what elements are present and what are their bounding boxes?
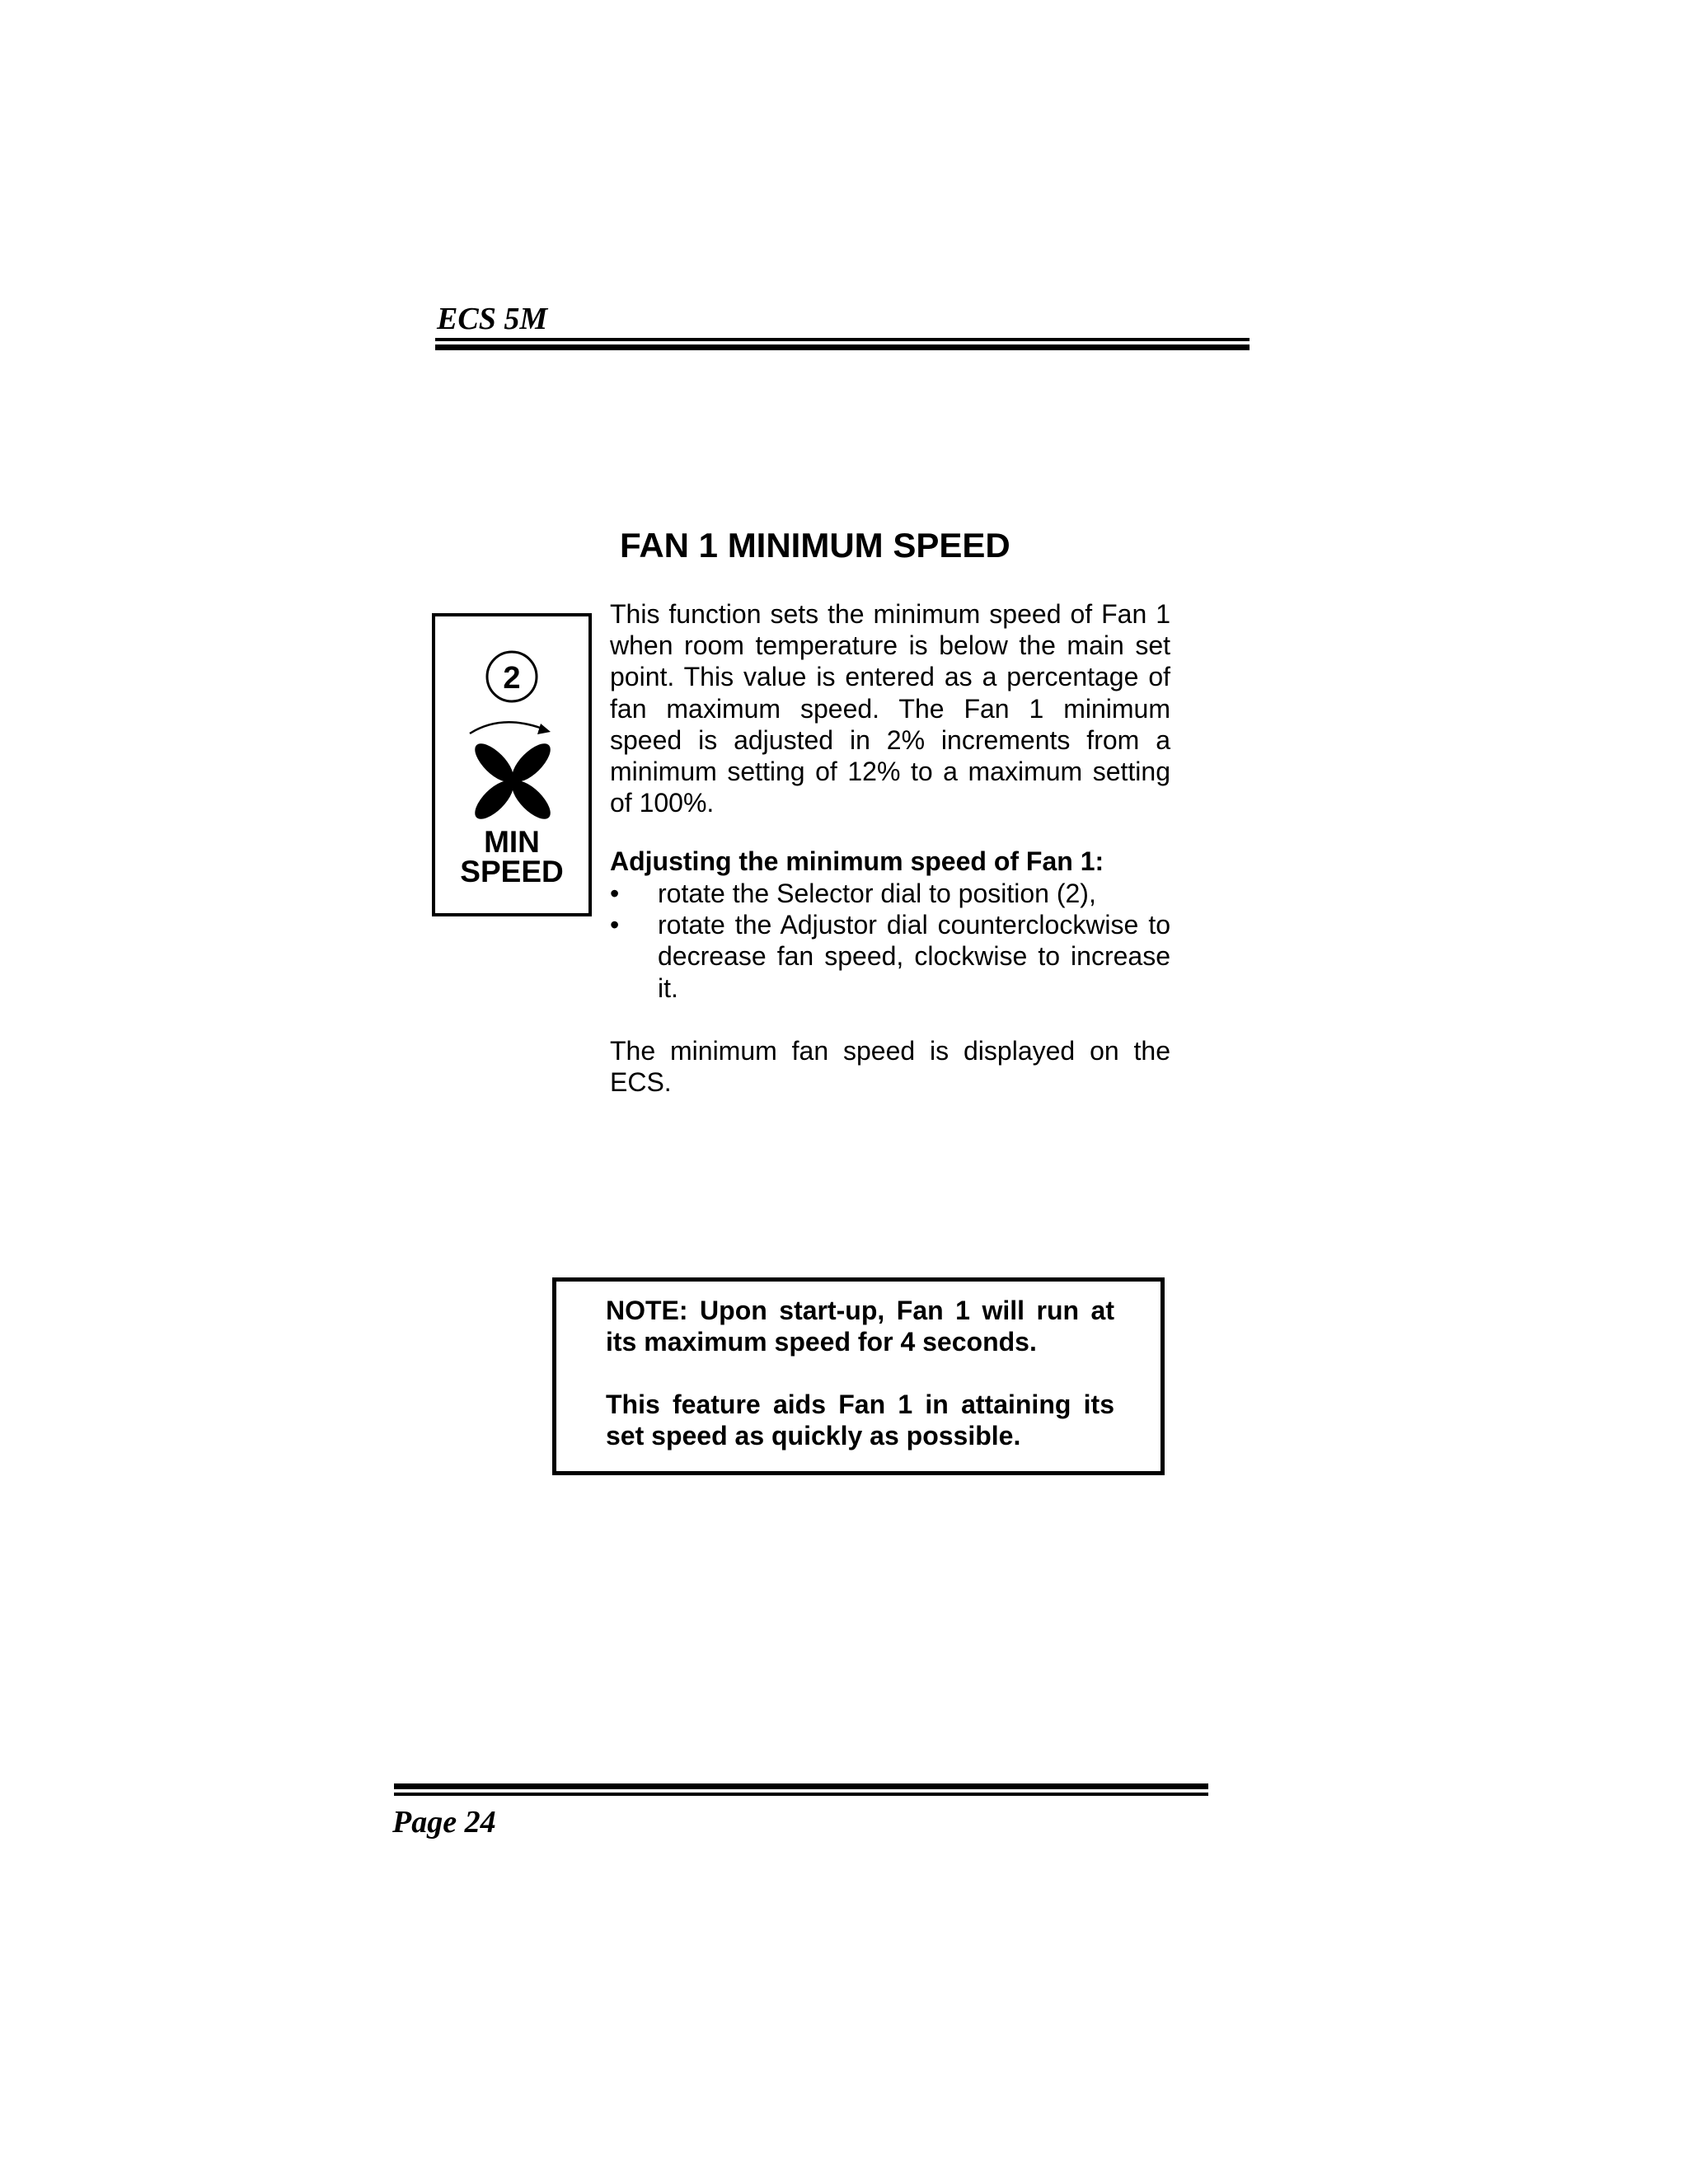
- fan-icon: [469, 738, 556, 825]
- header-rule-thin: [435, 338, 1250, 341]
- list-item: [610, 909, 1170, 1004]
- bullet-icon: •: [610, 879, 620, 908]
- note-box: [552, 1277, 1165, 1475]
- min-speed-icon-box: [432, 613, 592, 916]
- display-note-paragraph: The minimum fan speed is displayed on the ECS.: [610, 1036, 1170, 1098]
- description-paragraph: This function sets the minimum speed of Fan 1 when room temperature is below the main set point. This value is entered as a percentage of fan maximum speed. The Fan 1 minimum speed is adjusted in 2% increments from a minimum setting of 12% to a maximum setting of 100%.: [610, 599, 1170, 818]
- list-item: [610, 878, 1170, 909]
- adjusting-heading: Adjusting the minimum speed of Fan 1:: [610, 846, 1104, 876]
- footer-rule-thin: [394, 1793, 1208, 1796]
- icon-label-speed: SPEED: [460, 855, 564, 888]
- position-number: 2: [503, 661, 521, 696]
- note-paragraph-feature: This feature aids Fan 1 in attaining its set speed as quickly as possible.: [606, 1390, 1114, 1451]
- footer-page-number: Page 24: [392, 1805, 496, 1840]
- section-title: FAN 1 MINIMUM SPEED: [620, 526, 1010, 565]
- clockwise-arrow-icon: [470, 722, 551, 734]
- icon-label-min: MIN: [484, 825, 540, 859]
- header-title: ECS 5M: [437, 302, 548, 336]
- header-rule-thick: [435, 344, 1250, 350]
- adjusting-steps-list: [610, 878, 1170, 1004]
- step-text: rotate the Selector dial to position (2),: [658, 879, 1096, 908]
- bullet-icon: •: [610, 910, 620, 940]
- footer-rule-thick: [394, 1783, 1208, 1789]
- step-text: rotate the Adjustor dial counterclockwise to decrease fan speed, clockwise to increase it.: [658, 910, 1170, 1003]
- note-paragraph-startup: NOTE: Upon start-up, Fan 1 will run at its maximum speed for 4 seconds.: [606, 1296, 1114, 1357]
